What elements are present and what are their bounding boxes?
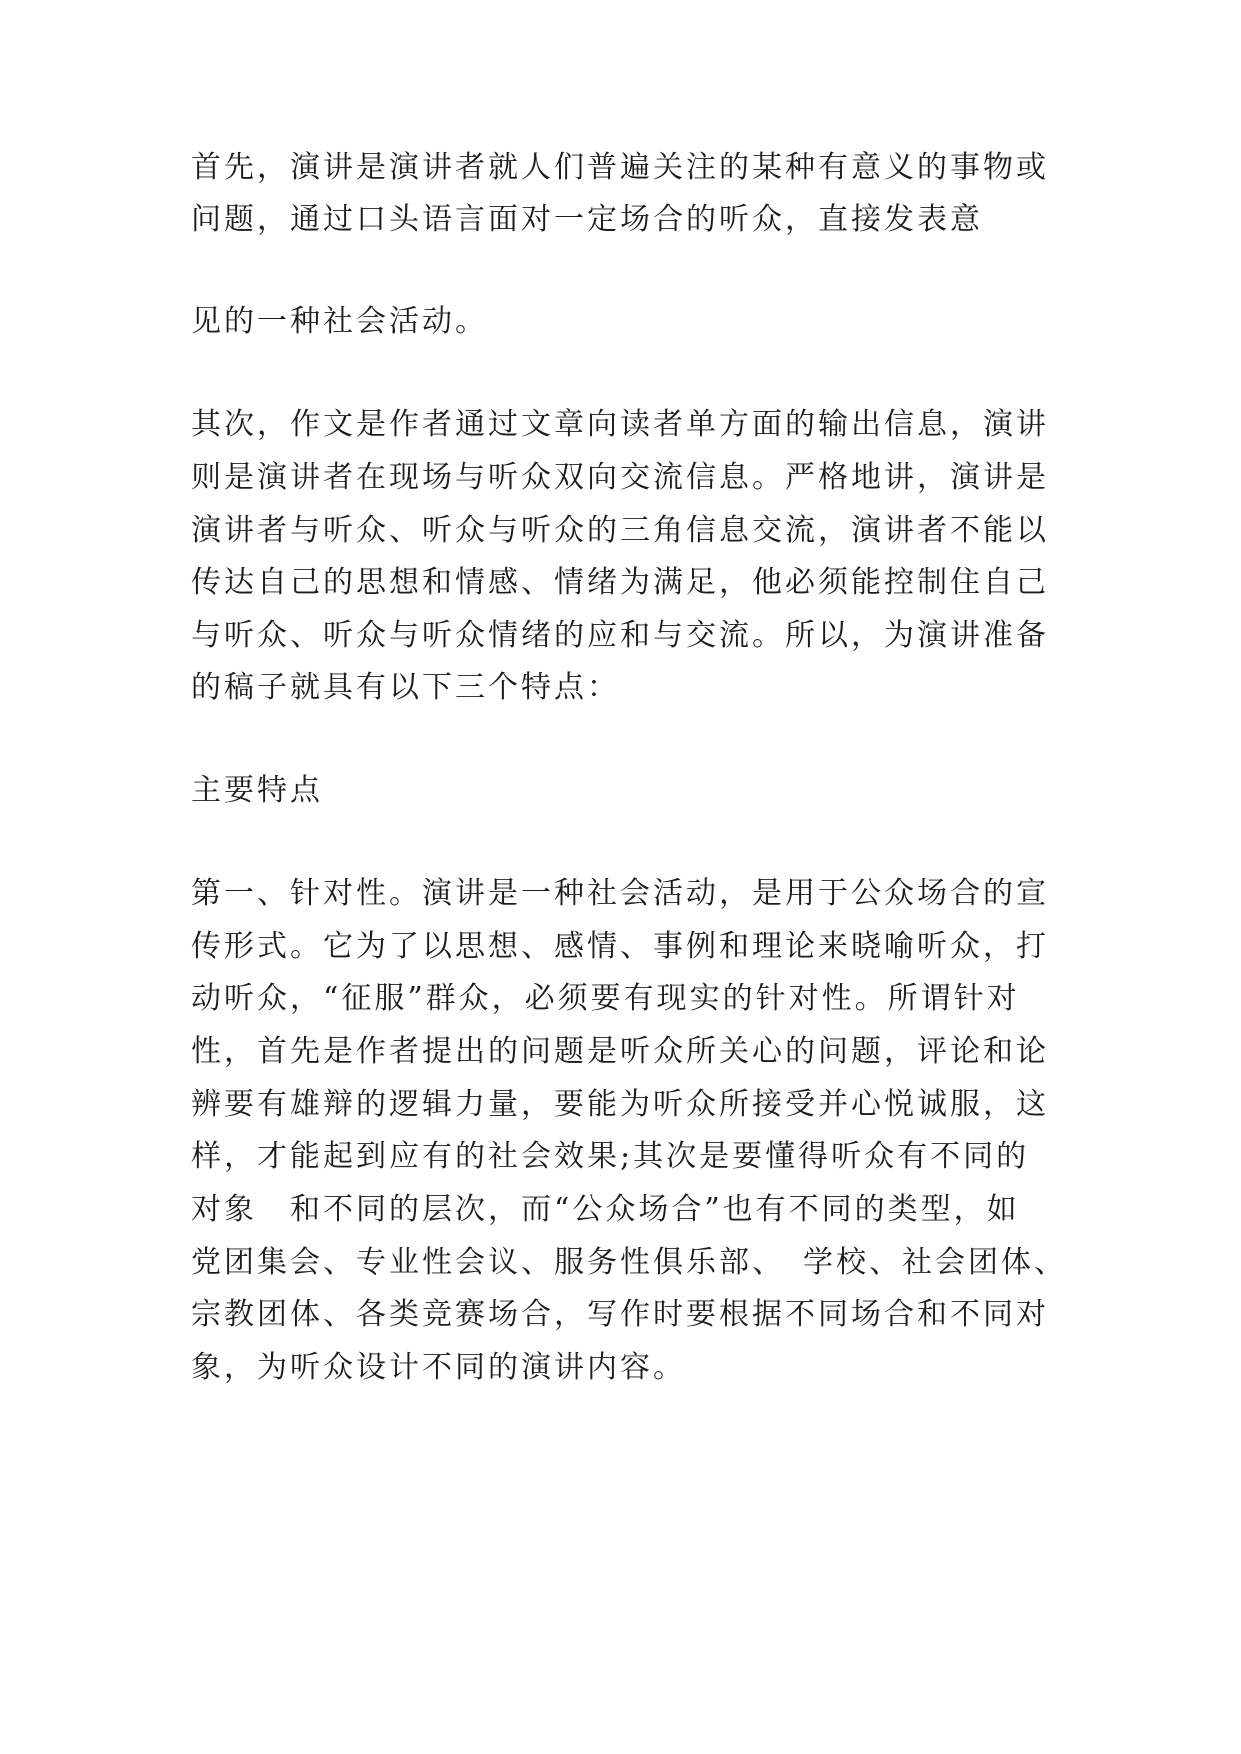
paragraph-5-line-5: 辨要有雄辩的逻辑力量，要能为听众所接受并心悦诚服，这 [191,1087,1049,1122]
paragraph-5-line-7: 对象 和不同的层次，而“公众场合”也有不同的类型，如 [191,1192,1020,1227]
section-heading: 主要特点 [191,773,323,808]
paragraph-5-line-3: 动听众，“征服”群众，必须要有现实的针对性。所谓针对 [191,981,1020,1016]
paragraph-1-line-2: 问题，通过口头语言面对一定场合的听众，直接发表意 [191,202,983,237]
paragraph-5-line-1: 第一、针对性。演讲是一种社会活动，是用于公众场合的宣 [191,876,1049,911]
paragraph-3-line-1: 其次，作文是作者通过文章向读者单方面的输出信息，演讲 [191,407,1049,442]
paragraph-3-line-6: 的稿子就具有以下三个特点： [191,670,620,705]
paragraph-3-line-5: 与听众、听众与听众情绪的应和与交流。所以，为演讲准备 [191,618,1049,653]
paragraph-5-line-2: 传形式。它为了以思想、感情、事例和理论来晓喻听众，打 [191,929,1049,964]
paragraph-5-line-8: 党团集会、专业性会议、服务性俱乐部、 学校、社会团体、 [191,1245,1067,1280]
paragraph-3-line-3: 演讲者与听众、听众与听众的三角信息交流，演讲者不能以 [191,513,1049,548]
paragraph-3-line-4: 传达自己的思想和情感、情绪为满足，他必须能控制住自己 [191,565,1049,600]
paragraph-2-line-1: 见的一种社会活动。 [191,304,488,339]
paragraph-5-line-6: 样，才能起到应有的社会效果;其次是要懂得听众有不同的 [191,1139,1030,1174]
paragraph-1-line-1: 首先，演讲是演讲者就人们普遍关注的某种有意义的事物或 [191,150,1049,185]
paragraph-5-line-4: 性，首先是作者提出的问题是听众所关心的问题，评论和论 [191,1034,1049,1069]
paragraph-5-line-9: 宗教团体、各类竞赛场合，写作时要根据不同场合和不同对 [191,1297,1049,1332]
paragraph-3-line-2: 则是演讲者在现场与听众双向交流信息。严格地讲，演讲是 [191,460,1049,495]
paragraph-5-line-10: 象，为听众设计不同的演讲内容。 [191,1350,686,1385]
